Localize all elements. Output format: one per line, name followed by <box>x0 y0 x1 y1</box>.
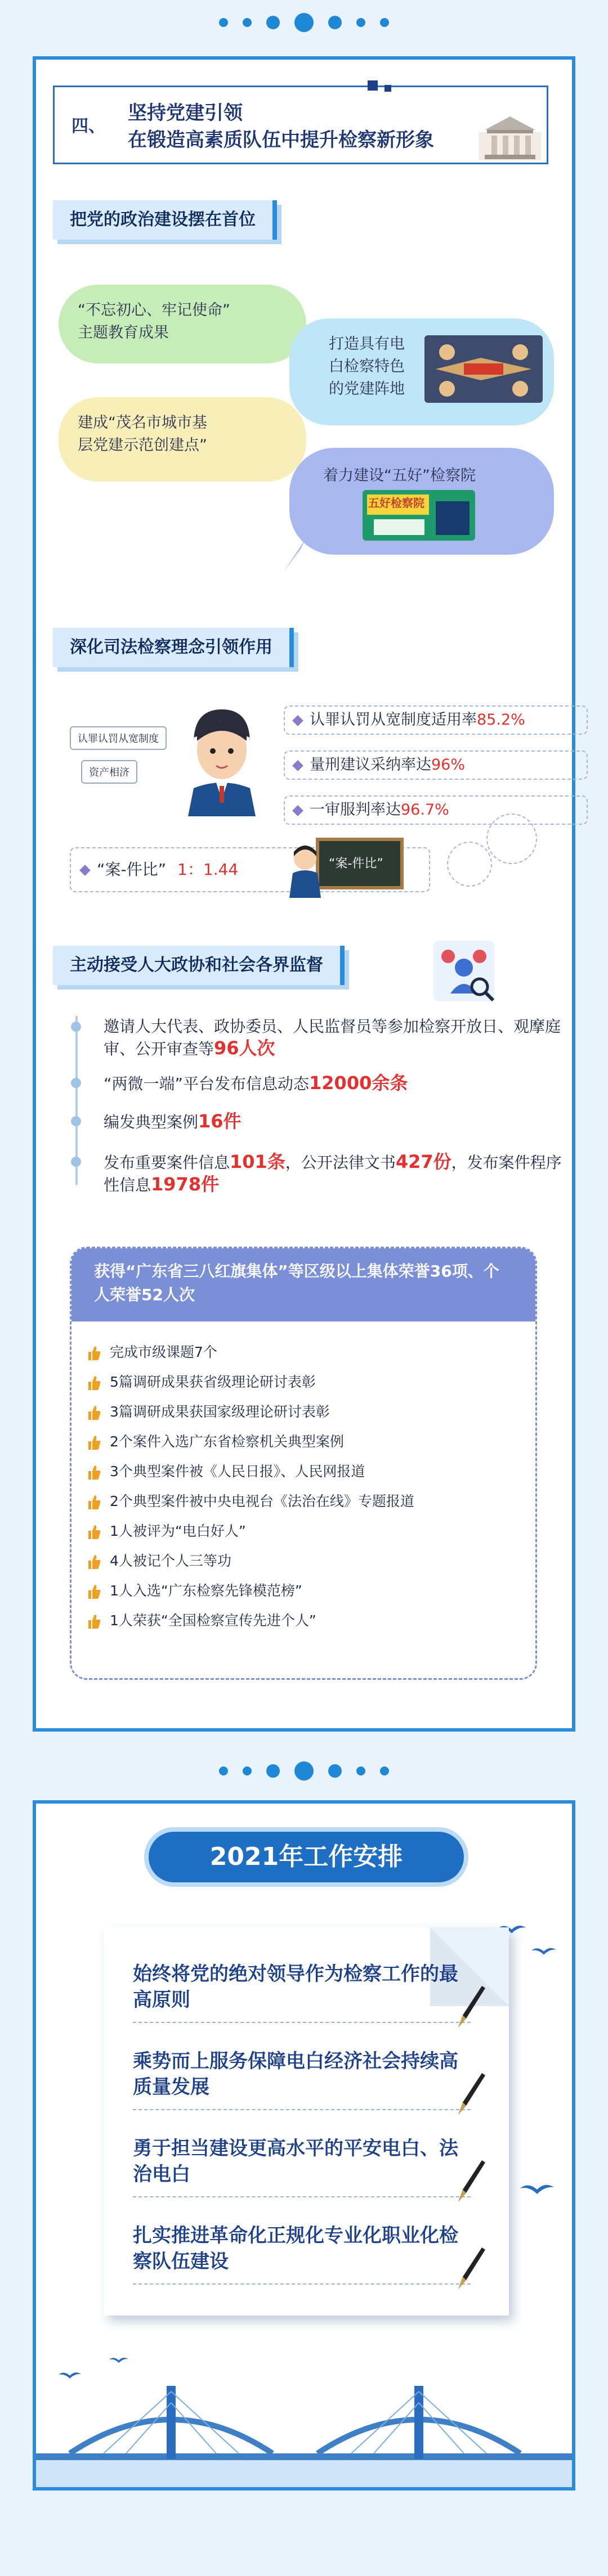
deco-circle <box>447 842 492 887</box>
divider-dot <box>356 18 365 27</box>
diamond-bullet-icon <box>292 715 303 726</box>
section4-panel <box>33 56 575 1732</box>
supervision-item <box>104 1072 565 1095</box>
honor-text: 3篇调研成果获国家级理论研讨表彰 <box>110 1404 330 1420</box>
people-search-icon <box>430 937 498 1005</box>
bubble-party-position: 打造具有电 白检察特色 的党建阵地 <box>289 318 554 425</box>
divider-dot <box>243 1766 252 1775</box>
divider-dot <box>294 13 314 32</box>
supervision-item <box>104 1151 565 1196</box>
honor-text: 4人被记个人三等功 <box>110 1553 231 1569</box>
honor-text: 1人荣获“全国检察宣传先进个人” <box>110 1612 316 1629</box>
plan-item-text: 始终将党的绝对领导作为检察工作的最高原则 <box>133 1963 458 2011</box>
stat-value: 85.2% <box>477 711 525 729</box>
stat-label: 认罪认罚从宽制度适用率 <box>310 711 477 729</box>
tag-plea-system: 认罪认罚从宽制度 <box>70 726 167 750</box>
honor-item <box>87 1373 316 1392</box>
item-text: ，发布案件程序性信息 <box>104 1153 562 1194</box>
pen-icon <box>453 2245 486 2290</box>
divider-dot <box>294 1761 314 1781</box>
honors-box <box>70 1247 537 1680</box>
honors-heading: 获得“广东省三八红旗集体”等区级以上集体荣誉36项、个人荣誉52人次 <box>71 1248 535 1321</box>
pen-icon <box>453 2071 486 2116</box>
plan-note-card <box>104 1927 509 2316</box>
plan-item <box>133 1961 471 2023</box>
divider-dot <box>219 1766 228 1775</box>
divider-dot <box>266 16 280 29</box>
section-number: 四、 <box>71 116 105 136</box>
bubble-tail <box>284 538 306 572</box>
top-dot-divider <box>0 6 608 39</box>
section-title: 坚持党建引领 在锻造高素质队伍中提升检察新形象 <box>128 102 434 151</box>
ratio-value: 1：1.44 <box>177 860 239 879</box>
timeline-dot <box>71 1116 81 1126</box>
honor-text: 5篇调研成果获省级理论研讨表彰 <box>110 1374 316 1390</box>
divider-dot <box>266 1764 280 1778</box>
bridge-illustration <box>36 2375 572 2487</box>
stat-value: 96.7% <box>401 801 449 819</box>
pen-icon <box>453 2158 486 2203</box>
thumbs-up-icon <box>87 1464 101 1480</box>
stat-sentencing-rate <box>284 750 588 780</box>
diamond-bullet-icon <box>292 760 303 771</box>
honor-text: 2个案件入选广东省检察机关典型案例 <box>110 1433 344 1450</box>
timeline-dot <box>71 1022 81 1032</box>
honor-item <box>87 1581 302 1601</box>
item-number: 96人次 <box>214 1037 275 1059</box>
thumbs-up-icon <box>87 1435 101 1450</box>
supervision-item <box>104 1111 565 1133</box>
plan-title-banner: 2021年工作安排 <box>149 1832 464 1882</box>
honor-item <box>87 1343 217 1362</box>
thumbs-up-icon <box>87 1613 101 1629</box>
section-header <box>53 86 548 164</box>
prosecutor-avatar <box>177 704 267 816</box>
deco-circle <box>486 813 537 864</box>
pen-icon <box>453 1984 486 2029</box>
hands-together-image <box>424 335 543 403</box>
stat-label: 一审服判率达 <box>310 801 401 819</box>
honor-text: 1人被评为“电白好人” <box>110 1523 246 1539</box>
stat-first-instance-rate <box>284 795 588 825</box>
supervision-item <box>104 1016 565 1060</box>
tag-assets: 资产相济 <box>81 760 137 784</box>
divider-dot <box>243 18 252 27</box>
divider-dot <box>219 18 228 27</box>
stat-label: 量刑建议采纳率达 <box>310 756 431 774</box>
plan-item-text: 乘势而上服务保障电白经济社会持续高质量发展 <box>133 2050 458 2098</box>
bubble-education-result: “不忘初心、牢记使命” 主题教育成果 <box>59 285 306 363</box>
plan-item <box>133 2223 471 2285</box>
stat-plea-rate <box>284 705 588 735</box>
item-number: 101条 <box>230 1151 285 1172</box>
item-number: 427份 <box>395 1151 451 1172</box>
courthouse-icon <box>479 115 541 160</box>
item-number: 1978件 <box>151 1174 220 1195</box>
plan-item <box>133 2048 471 2110</box>
bubble-demo-site: 建成“茂名市城市基 层党建示范创建点” <box>59 397 306 482</box>
thumbs-up-icon <box>87 1584 101 1599</box>
honor-item <box>87 1552 231 1571</box>
ratio-label: “案-件比” <box>97 860 167 879</box>
honor-text: 2个典型案件被中央电视台《法治在线》专题报道 <box>110 1493 414 1509</box>
honor-item <box>87 1522 246 1541</box>
thumbs-up-icon <box>87 1345 101 1361</box>
thumbs-up-icon <box>87 1375 101 1391</box>
header-square <box>368 80 378 91</box>
thumbs-up-icon <box>87 1494 101 1510</box>
subheading-supervision: 主动接受人大政协和社会各界监督 <box>53 946 345 985</box>
board-text: “案-件比” <box>329 857 383 871</box>
seagull-icon <box>109 2355 128 2365</box>
honor-item <box>87 1611 316 1630</box>
divider-dot <box>380 1766 389 1775</box>
item-text: 编发典型案例 <box>104 1113 199 1131</box>
honor-text: 3个典型案件被《人民日报》、人民网报道 <box>110 1463 365 1480</box>
diamond-bullet-icon <box>292 805 303 816</box>
item-number: 12000余条 <box>309 1072 408 1094</box>
seagull-icon <box>531 1944 556 1958</box>
bubble-five-good: 着力建设“五好”检察院 <box>289 448 554 555</box>
honor-item <box>87 1492 414 1511</box>
subheading-party-building: 把党的政治建设摆在首位 <box>53 200 277 240</box>
thumbs-up-icon <box>87 1405 101 1420</box>
item-text: 邀请人大代表、政协委员、人民监督员等参加检察开放日、观摩庭审、公开审查等 <box>104 1017 561 1058</box>
stat-value: 96% <box>431 756 466 774</box>
middle-dot-divider <box>0 1754 608 1788</box>
timeline-dot <box>71 1157 81 1167</box>
honor-text: 1人入选“广东检察先锋模范榜” <box>110 1583 302 1599</box>
item-number: 16件 <box>198 1111 242 1132</box>
header-square <box>385 85 391 92</box>
thumbs-up-icon <box>87 1554 101 1570</box>
item-text: ，公开法律文书 <box>285 1153 396 1172</box>
five-good-caption: 五好检察院 <box>368 496 424 510</box>
thumbs-up-icon <box>87 1524 101 1540</box>
item-text: “两微一端”平台发布信息动态 <box>104 1075 310 1093</box>
divider-dot <box>356 1766 365 1775</box>
plan-item <box>133 2136 471 2197</box>
subheading-judicial-concept: 深化司法检察理念引领作用 <box>53 628 294 667</box>
honor-item <box>87 1462 365 1481</box>
honor-text: 完成市级课题7个 <box>110 1344 217 1360</box>
divider-dot <box>328 1764 342 1778</box>
honor-item <box>87 1402 330 1422</box>
honor-item <box>87 1432 344 1451</box>
seagull-icon <box>520 2181 554 2197</box>
item-text: 发布重要案件信息 <box>104 1153 230 1172</box>
divider-dot <box>328 16 342 29</box>
divider-dot <box>380 18 389 27</box>
diamond-bullet-icon <box>79 865 91 876</box>
plan-item-text: 扎实推进革命化正规化专业化职业化检察队伍建设 <box>133 2224 458 2273</box>
plan-item-text: 勇于担当建设更高水平的平安电白、法治电白 <box>133 2137 458 2186</box>
plan-2021-panel <box>33 1800 575 2490</box>
timeline-dot <box>71 1078 81 1088</box>
